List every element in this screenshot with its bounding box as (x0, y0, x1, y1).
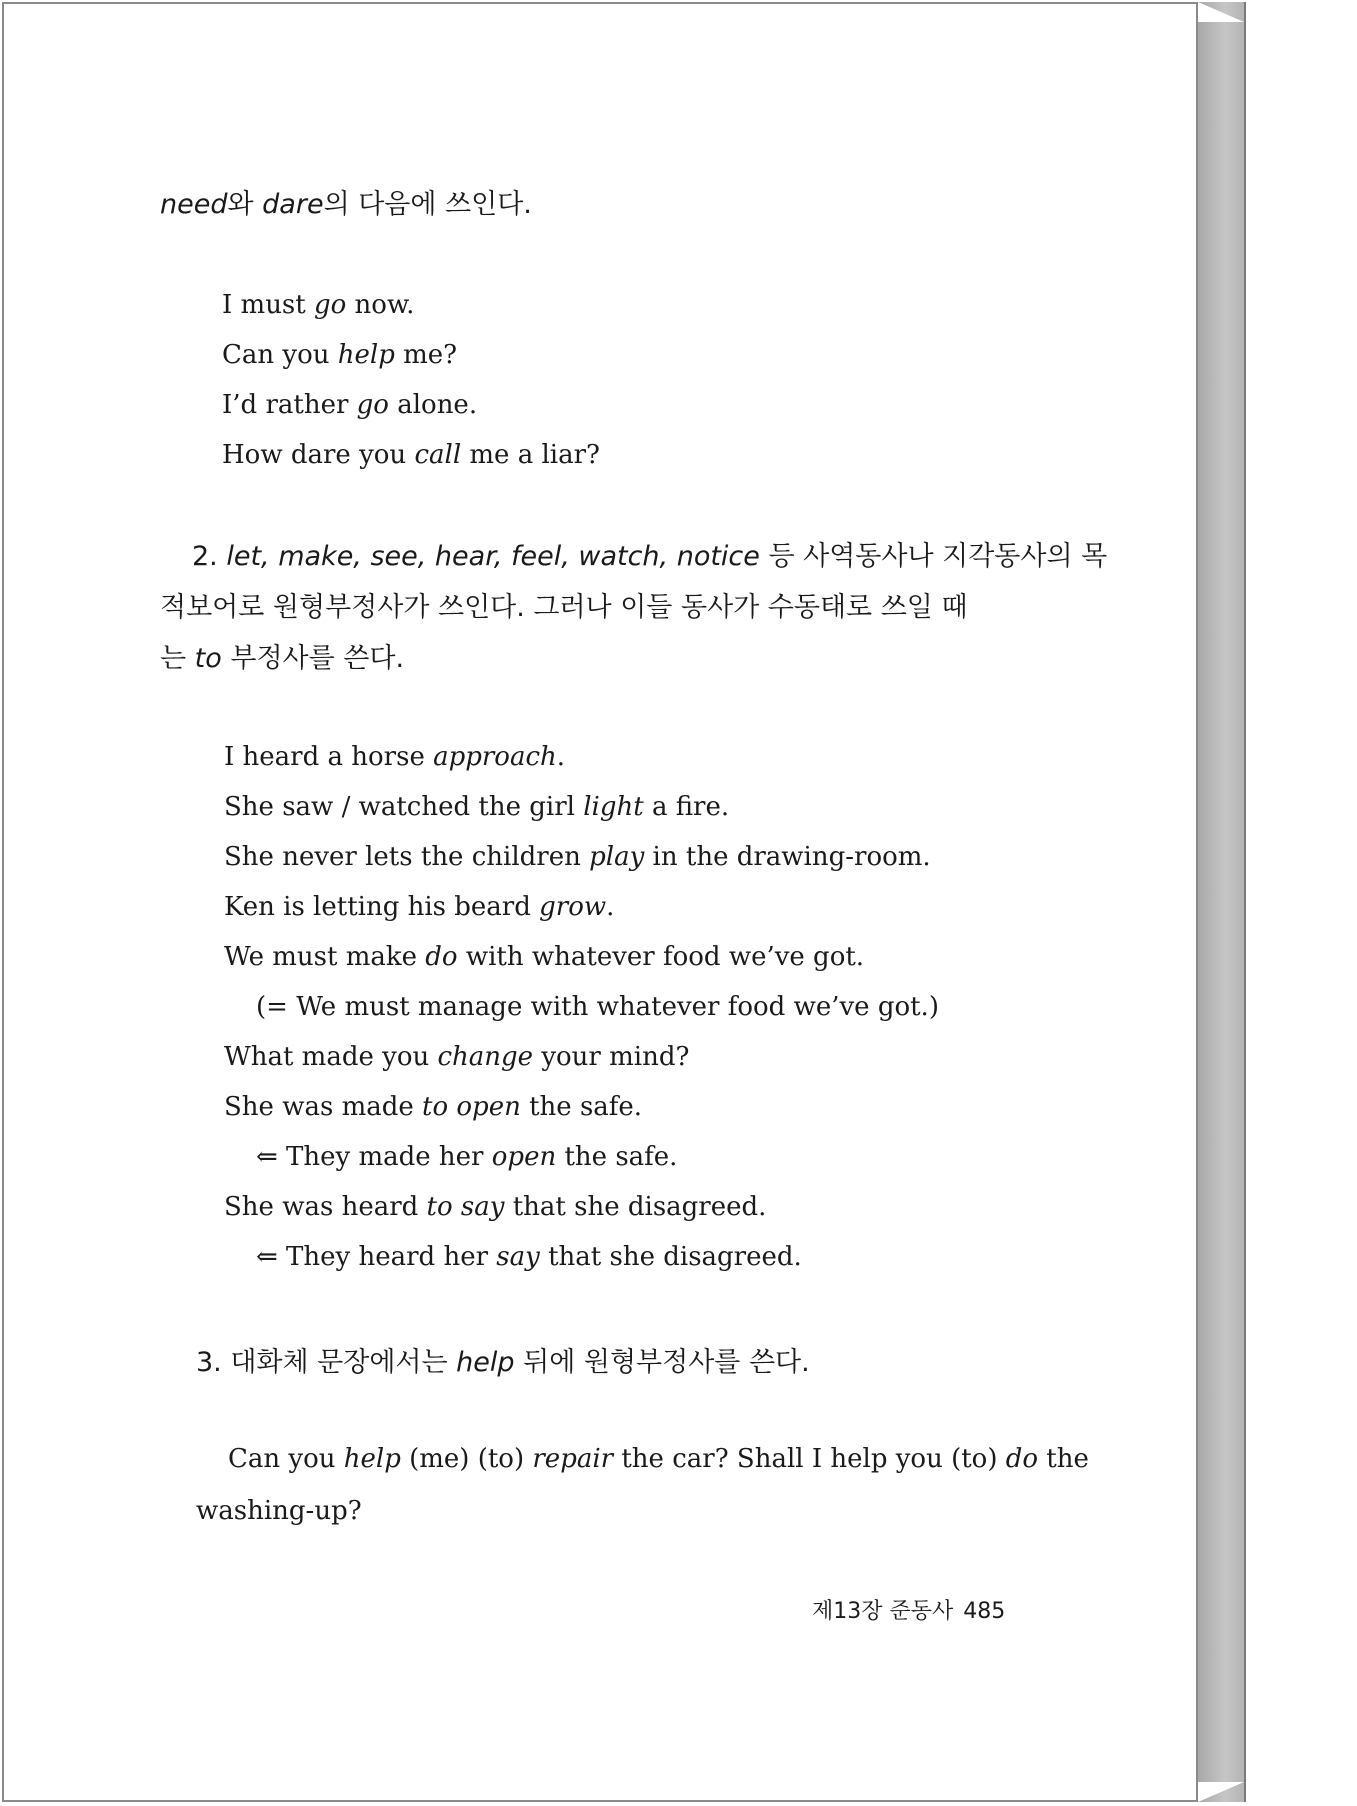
italic-word: change (437, 1042, 534, 1072)
text: the car? Shall I help you (to) (613, 1444, 1006, 1474)
text: 는 (160, 643, 195, 674)
example-sentence (222, 388, 477, 422)
text: I heard a horse (224, 742, 434, 772)
text: that she disagreed. (539, 1242, 802, 1272)
italic-word: play (589, 842, 645, 872)
text: We must make (224, 942, 426, 972)
text: She saw / watched the girl (224, 792, 584, 822)
text: ⇐ They made her (256, 1142, 492, 1172)
paragraph-2-line-2: 적보어로 원형부정사가 쓰인다. 그러나 이들 동사가 수동태로 쓰일 때 (160, 592, 968, 623)
italic-word: to open (422, 1092, 521, 1122)
paragraph-2-line-3 (160, 642, 404, 676)
text: . (606, 892, 615, 922)
text: with whatever food we’ve got. (457, 942, 865, 972)
text: Can you (228, 1444, 344, 1474)
example-sentence (224, 840, 931, 874)
text: me? (394, 340, 458, 370)
italic-word: to say (426, 1192, 505, 1222)
text: I must (222, 290, 314, 320)
italic-word: need (160, 189, 228, 220)
italic-word: let, make, see, hear, feel, watch, notice (226, 541, 760, 572)
example-sentence (222, 288, 414, 322)
text: (me) (to) (400, 1444, 533, 1474)
italic-word: repair (532, 1444, 614, 1474)
text: 3. 대화체 문장에서는 (196, 1347, 457, 1378)
example-sentence (222, 338, 457, 372)
text: that she disagreed. (504, 1192, 767, 1222)
text: Can you (222, 340, 338, 370)
italic-word: dare (262, 189, 324, 220)
text: me a liar? (461, 440, 600, 470)
example-paragraph-line-2: washing-up? (196, 1496, 362, 1526)
text: She was heard (224, 1192, 427, 1222)
page-footer (812, 1594, 1005, 1625)
text: (= We must manage with whatever food we’ve got.) (256, 992, 939, 1022)
italic-word: say (496, 1242, 540, 1272)
italic-word: do (1005, 1444, 1039, 1474)
italic-word: help (343, 1444, 401, 1474)
chapter-title: 제13장 준동사 (812, 1599, 954, 1624)
text: She never lets the children (224, 842, 590, 872)
text: 부정사를 쓴다. (221, 643, 405, 674)
page-number: 485 (963, 1599, 1006, 1624)
italic-word: go (314, 290, 347, 320)
example-paraphrase (256, 990, 939, 1024)
example-active-form (256, 1240, 802, 1274)
example-sentence (224, 940, 864, 974)
example-active-form (256, 1140, 677, 1174)
paragraph-1 (160, 188, 532, 222)
text: 뒤에 원형부정사를 쓴다. (514, 1347, 810, 1378)
text: . (556, 742, 566, 772)
text: alone. (388, 390, 478, 420)
italic-word: help (337, 340, 395, 370)
text: a fire. (643, 792, 730, 822)
text: the (1038, 1444, 1089, 1474)
italic-word: do (425, 942, 458, 972)
text: Ken is letting his beard (224, 892, 540, 922)
example-sentence (224, 890, 614, 924)
text: I’d rather (222, 390, 357, 420)
text: 등 사역동사나 지각동사의 목 (759, 541, 1108, 572)
italic-word: approach (433, 742, 557, 772)
example-sentence (224, 740, 565, 774)
example-sentence (224, 1190, 766, 1224)
text: How dare you (222, 440, 415, 470)
text: 와 (227, 189, 263, 220)
text: 의 다음에 쓰인다. (323, 189, 532, 220)
example-sentence (222, 438, 600, 472)
example-sentence (224, 790, 729, 824)
italic-word: light (583, 792, 644, 822)
text: now. (346, 290, 415, 320)
example-sentence (224, 1040, 689, 1074)
italic-word: go (356, 390, 389, 420)
text: ⇐ They heard her (256, 1242, 497, 1272)
italic-word: open (491, 1142, 557, 1172)
paragraph-3 (196, 1346, 810, 1380)
example-paragraph-line-1 (228, 1442, 1089, 1476)
paragraph-2-line-1 (192, 540, 1107, 574)
italic-word: grow (539, 892, 607, 922)
text: She was made (224, 1092, 423, 1122)
italic-word: to (194, 643, 222, 674)
book-spine (1198, 2, 1246, 1802)
text: the safe. (556, 1142, 678, 1172)
italic-word: help (456, 1347, 515, 1378)
text: the safe. (520, 1092, 643, 1122)
example-sentence (224, 1090, 642, 1124)
text: What made you (224, 1042, 438, 1072)
text: your mind? (533, 1042, 690, 1072)
italic-word: call (414, 440, 462, 470)
text: in the drawing-room. (644, 842, 931, 872)
item-number: 2. (192, 541, 227, 572)
